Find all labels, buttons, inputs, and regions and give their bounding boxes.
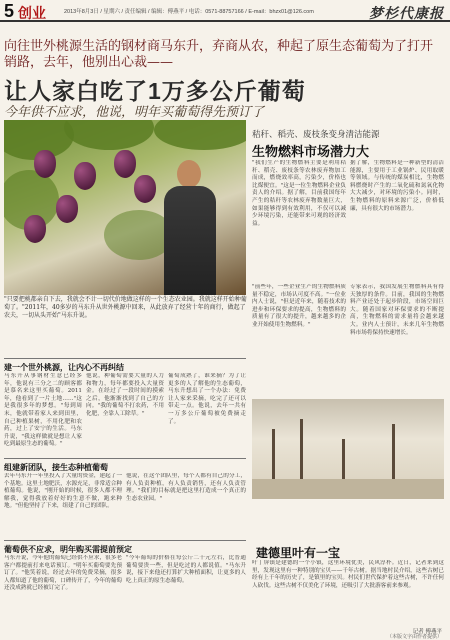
kicker: 向往世外桃源生活的钢材商马东升，弃商从农，种起了原生态葡萄为了打开销路，去年，他别出心裁——	[4, 39, 434, 70]
body-col-3: 葡萄成熟了，谁来摘？为了让更多的人了解他的生态葡萄，马东升想出了一个办法：免费让人家来采摘，吃完了还可以带走一点。他说，去年一共有一万多公斤葡萄被免费摘走了。	[168, 373, 246, 425]
side-kicker: 秸秆、稻壳、废枝条变身清洁能源	[252, 129, 380, 139]
village-photo	[252, 399, 444, 499]
subheadline: 今年供不应求，他说，明年买葡萄得先预订了	[4, 105, 265, 120]
byline: 记者 傅燕平	[412, 629, 442, 635]
page-header	[0, 0, 450, 22]
headline: 让人家白吃了1万多公斤葡萄	[4, 78, 306, 104]
side-col-3: "前些年，一些企业生产的生物燃料质量不稳定，市场认可度不高。"一位业内人士说，"但是近年来，随着技术的进步和环保要求的提高，生物燃料的质量有了很大的提升，越来越多的企业开始使用生物燃料。"	[252, 284, 346, 328]
photo-caption: "只要把桃都亲自下去，我就会不计一切代价地做这样的一个生态农业园。我就这样开始种葡萄了。"2011年，40多岁的马东升从世外桃源中回来，从此放弃了经营十年的商行，做起了农夫，一切从头开始"马东升说。	[4, 296, 247, 319]
subhead-demand: 葡萄供不应求，明年购买需提前预定	[4, 545, 132, 554]
caption-subhead: 建一个世外桃源，让内心不再纠结	[4, 363, 124, 372]
side-col-4: 专家表示，我国发展生物燃料具有得天独厚的条件。目前，我国的生物燃料产业还处于起步阶段，市场空间巨大。随着国家对环保要求的不断提高，生物燃料的需求量将会越来越大。业内人士预计，未来几年生物燃料市场将保持快速增长。	[350, 284, 444, 336]
masthead-logo: 梦杉代康报	[369, 6, 444, 22]
body-col-5: 他说，在这个团队里，每个人都有自己的分工，有人负责种植，有人负责销售，还有人负责管理。"我们的目标就是把这里打造成一个真正的生态农业园。"	[126, 473, 246, 502]
header-info: 2013年8月3日 / 星期六 / 责任编辑 / 编辑：傅燕平 / 电话：0571-88757166 / E-mail：bhzx01@126.com	[64, 9, 314, 15]
editor-note: （本版文字由作者提供）	[386, 634, 442, 640]
side-headline: 生物燃料市场潜力大	[252, 144, 370, 159]
grape-vineyard-photo	[4, 120, 246, 295]
body-col-2: 他说，种葡萄需要大量的人力和物力，每年都要投入大量资金。在经过了一段时间的摸索之后，他渐渐找到了自己的方向。"我的葡萄不打农药，不用化肥，全靠人工除草。"	[86, 373, 164, 417]
page-number: 5	[4, 1, 15, 21]
section-name: 创业	[18, 5, 46, 21]
farmer-figure	[159, 160, 219, 295]
body-col-6: 马东升说，今年他的葡萄已经供不应求，很多老客户都提前打来电话预订。"明年买葡萄要先预订了。"他笑着说，经过去年的免费采摘，很多人都知道了他的葡萄，口碑传开了，今年的葡萄还没成熟就已经被订完了。	[4, 555, 122, 592]
body-col-7: "今年葡萄的价格在每公斤二十元左右，比普通葡萄要贵一些，但是吃过的人都说值。"马东升说，接下来他还打算扩大种植面积，让更多的人吃上真正的原生态葡萄。	[126, 555, 246, 584]
body-col-1: 马东升从事钢材生意已经多年，他说有三分之二的顾客都是慕名来这里买葡萄。2011年，他看到了一片土地……"这是我很多年的梦想。"每到周末，他就带着家人来到田里，自己种植果树，不用化肥和农药，过上了安宁的生活。马东升说，"我这样做就是想让人家吃到最原生态的葡萄。"	[4, 373, 82, 448]
subhead-team: 组建新团队，接生态种植葡萄	[4, 463, 108, 472]
side-col-2: 据了解，生物燃料是一种新型的清洁能源，主要用于工业锅炉、民用取暖等领域。与传统的煤炭相比，生物燃料燃烧时产生的二氧化硫和氮氧化物大大减少，对环境的污染小。同时，生物燃料的原料来源广泛，价格低廉，具有很大的市场潜力。	[350, 160, 444, 212]
village-article: 叶丁屏镇是建德的一个小镇，这里环境优美，民风淳朴。近日，记者来到这里，发现这里有一种特别的宝贝——千年古树。据当地村民介绍，这些古树已经有上千年的历史了，是镇里的宝贝。村民们世代保护着这些古树，不许任何人砍伐。这些古树不仅美化了环境，还吸引了大批游客前来参观。	[252, 560, 444, 589]
village-title: 建德里叶有一宝	[256, 546, 341, 560]
side-col-1: "我们生产的生物燃料主要是利用秸秆、稻壳、废枝条等农林废弃物加工而成，燃烧效率高，污染少，价格也比煤便宜。"这是一位生物燃料企业负责人的介绍。据了解，目前我国每年产生的秸秆等农林废弃物数量巨大，如果能够得到有效利用，不仅可以减少环境污染，还能带来可观的经济效益。	[252, 160, 346, 227]
body-col-4: 去年马东升一年里投入了大量的资金，建起了一个基地。这里土地肥沃，水源充足，非常适合种植葡萄。他说，"刚开始的时候，很多人都不理解我，觉得我放着好好的生意不做，跑来种地。"但他坚持了下来，组建了自己的团队。	[4, 473, 122, 510]
